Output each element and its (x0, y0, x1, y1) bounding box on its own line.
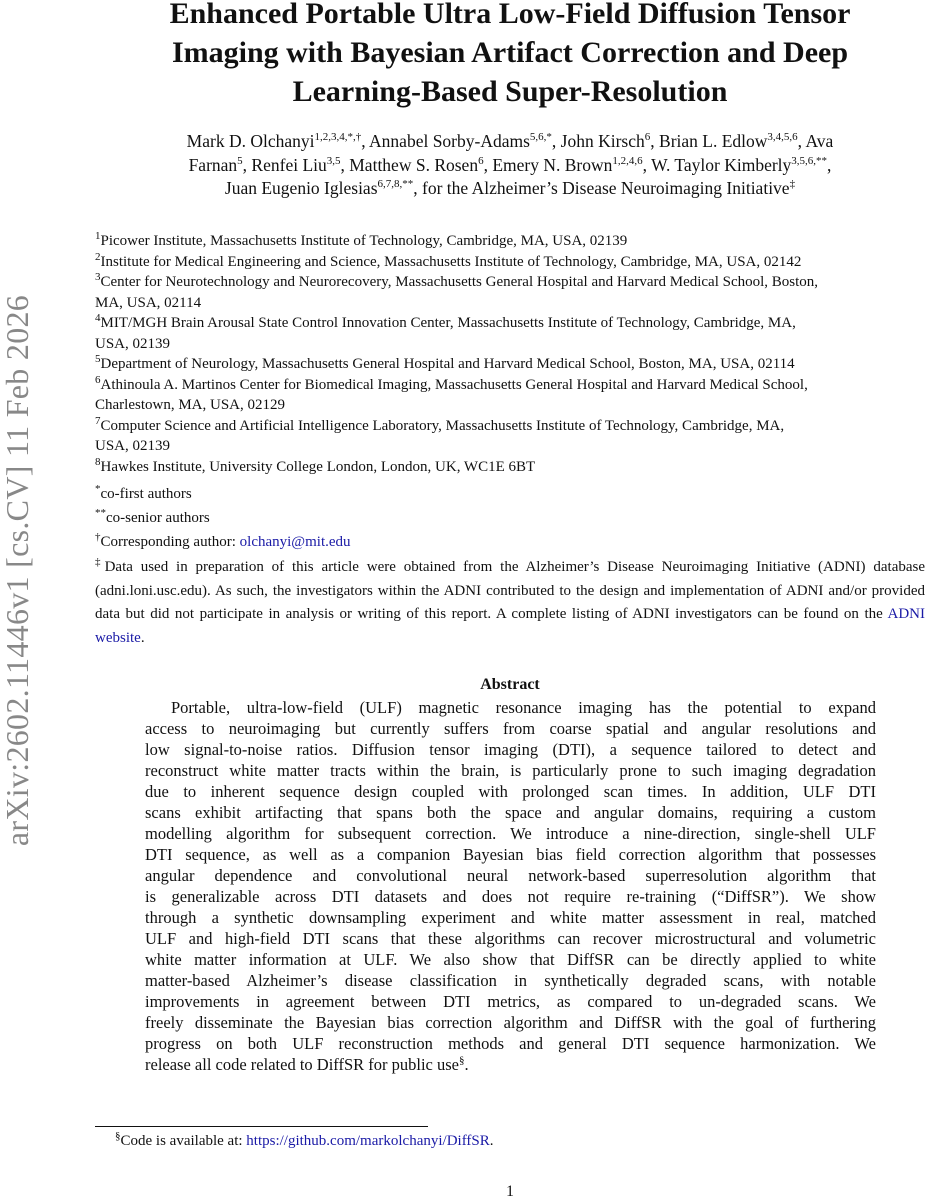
abstract-line: freely disseminate the Bayesian bias correction algorithm and DiffSR with the goal of furthering (145, 1013, 876, 1032)
affiliation-text: Athinoula A. Martinos Center for Biomedical Imaging, Massachusetts General Hospital and Harvard Medical School, (100, 376, 808, 393)
abstract-line: improvements in agreement between DTI metrics, as compared to un-degraded scans. We (145, 992, 876, 1011)
abstract-heading: Abstract (480, 676, 540, 693)
note-end: . (140, 629, 145, 646)
author-name: , W. Taylor Kimberly (642, 154, 792, 175)
affiliation-continuation: USA, 02139 (95, 438, 171, 454)
author-affiliation-marks: 3,5,6,** (791, 154, 828, 167)
affiliation-number: 4 (95, 312, 101, 324)
author-line (95, 130, 925, 154)
affiliation-item (95, 375, 925, 416)
affiliation-number: 1 (95, 230, 101, 242)
affiliation-item (95, 231, 925, 252)
page-number: 1 (506, 1183, 514, 1200)
note-mark: † (95, 531, 101, 543)
abstract-line: Portable, ultra-low-field (ULF) magnetic resonance imaging has the potential to expand (171, 698, 876, 717)
author-separator: , (827, 154, 832, 175)
footnote-mark: § (115, 1130, 121, 1142)
author-affiliation-marks: 6 (478, 154, 484, 167)
author-name: Mark D. Olchanyi (186, 131, 315, 151)
affiliation-item (95, 272, 925, 313)
affiliation-text: Department of Neurology, Massachusetts General Hospital and Harvard Medical School, Boston, MA, USA, 02114 (100, 356, 795, 372)
affiliation-item (95, 354, 925, 375)
affiliation-continuation: MA, USA, 02114 (95, 294, 202, 311)
title-line: Learning-Based Super-Resolution (292, 75, 728, 108)
adni-note (95, 556, 925, 650)
author-affiliation-marks: 6 (644, 131, 651, 144)
abstract-body (145, 697, 876, 1075)
author-name: Farnan (188, 154, 238, 175)
author-line (95, 177, 925, 201)
note-mark: ‡ (95, 556, 105, 568)
note-text: Corresponding author: (100, 534, 240, 550)
note-text: co-senior authors (106, 510, 210, 526)
author-notes (95, 484, 925, 653)
corresponding-email-link[interactable]: olchanyi@mit.edu (239, 534, 351, 550)
author-affiliation-marks: ‡ (789, 178, 796, 191)
affiliation-number: 5 (95, 353, 101, 365)
corresponding-author-note (95, 532, 925, 553)
author-group: , for the Alzheimer’s Disease Neuroimaging Initiative (413, 178, 790, 198)
affiliation-list (95, 231, 925, 477)
author-name: , Matthew S. Rosen (340, 154, 479, 175)
affiliation-item (95, 313, 925, 354)
author-list (95, 130, 925, 201)
abstract-line: reconstruct white matter tracts within the brain, is particularly prone to such imaging degradation (145, 761, 876, 780)
abstract-last-text: release all code related to DiffSR for public use (145, 1055, 459, 1074)
affiliation-text: Center for Neurotechnology and Neurorecovery, Massachusetts General Hospital and Harvard Medical School, Boston, (100, 274, 819, 290)
affiliation-text: MIT/MGH Brain Arousal State Control Innovation Center, Massachusetts Institute of Technology, Cambridge, MA, (100, 315, 796, 331)
author-line (95, 154, 925, 178)
abstract-line: white matter information at ULF. We also show that DiffSR can be directly applied to white (145, 950, 876, 969)
abstract-line: matter-based Alzheimer’s disease classification in synthetically degraded scans, with notable (145, 971, 876, 990)
affiliation-text: Computer Science and Artificial Intelligence Laboratory, Massachusetts Institute of Technology, Cambridge, MA, (100, 417, 785, 434)
abstract-line: ULF and high-field DTI scans that these algorithms can recover microstructural and volumetric (145, 929, 876, 948)
arxiv-identifier-text: arXiv:2602.11446v1 [cs.CV] 11 Feb 2026 (0, 294, 36, 846)
note-mark: ** (95, 507, 106, 519)
affiliation-number: 8 (95, 455, 101, 468)
affiliation-text: Picower Institute, Massachusetts Institute of Technology, Cambridge, MA, USA, 02139 (100, 233, 628, 249)
author-name: , Brian L. Edlow (650, 131, 768, 151)
co-first-note (95, 484, 925, 505)
abstract-line: angular dependence and convolutional neural network-based superresolution algorithm that (145, 866, 876, 885)
footnote-label: Code is available at: (120, 1133, 247, 1149)
abstract-line: modelling algorithm for subsequent correction. We introduce a nine-direction, single-shell ULF (145, 824, 876, 843)
title-line: Imaging with Bayesian Artifact Correction and Deep (171, 36, 849, 69)
footnote-ref-mark: § (459, 1054, 465, 1067)
note-text: co-first authors (100, 486, 192, 502)
arxiv-identifier-stamp (0, 240, 36, 900)
affiliation-continuation: USA, 02139 (95, 335, 171, 352)
author-affiliation-marks: 3,4,5,6 (767, 131, 798, 144)
co-senior-note (95, 508, 925, 529)
author-name: , Renfei Liu (242, 154, 327, 175)
github-repo-link[interactable]: https://github.com/markolchanyi/DiffSR (246, 1133, 490, 1149)
author-affiliation-marks: 1,2,3,4,*,† (314, 131, 362, 144)
author-affiliation-marks: 6,7,8,** (377, 178, 414, 191)
author-name: , John Kirsch (551, 131, 645, 151)
abstract-line: DTI sequence, as well as a companion Bayesian bias field correction algorithm that possesses (145, 845, 876, 864)
affiliation-number: 6 (95, 373, 101, 386)
abstract-line: scans exhibit artifacting that spans both the space and angular domains, requiring a custom (145, 803, 876, 822)
author-name: , Annabel Sorby-Adams (361, 131, 530, 151)
title-line: Enhanced Portable Ultra Low-Field Diffusion Tensor (169, 0, 851, 30)
code-footnote (115, 1131, 915, 1151)
affiliation-text: Institute for Medical Engineering and Science, Massachusetts Institute of Technology, Cambridge, MA, USA, 02142 (100, 253, 802, 270)
paper-title (95, 0, 925, 111)
abstract-line: progress on both ULF reconstruction methods and general DTI sequence harmonization. We (145, 1034, 876, 1053)
abstract-line (145, 1054, 876, 1075)
affiliation-continuation: Charlestown, MA, USA, 02129 (95, 397, 285, 413)
abstract-end: . (464, 1055, 469, 1074)
abstract-line: through a synthetic downsampling experiment and white matter assessment in real, matched (145, 908, 876, 927)
affiliation-number: 2 (95, 250, 101, 263)
author-affiliation-marks: 5 (237, 154, 243, 167)
footnote-divider (95, 1126, 428, 1127)
author-affiliation-marks: 3,5 (326, 154, 341, 167)
affiliation-text: Hawkes Institute, University College London, London, UK, WC1E 6BT (100, 458, 536, 475)
author-affiliation-marks: 1,2,4,6 (612, 154, 643, 167)
affiliation-item (95, 457, 925, 478)
abstract-line: is generalizable across DTI datasets and does not require re-training (“DiffSR”). We show (145, 887, 876, 906)
author-name: , Ava (797, 131, 834, 151)
author-affiliation-marks: 5,6,* (529, 131, 552, 144)
author-name: Juan Eugenio Iglesias (224, 178, 378, 198)
affiliation-number: 7 (95, 414, 101, 427)
note-mark: * (95, 483, 101, 495)
abstract-line: access to neuroimaging but currently suffers from coarse spatial and angular resolutions and (145, 719, 876, 738)
affiliation-item (95, 252, 925, 273)
adni-website-link[interactable]: ADNI website (95, 606, 925, 646)
abstract-line: due to inherent sequence design coupled with prolonged scan times. In addition, ULF DTI (145, 782, 876, 801)
author-name: , Emery N. Brown (483, 154, 613, 175)
affiliation-item (95, 416, 925, 457)
footnote-end: . (489, 1133, 494, 1149)
abstract-line: low signal-to-noise ratios. Diffusion tensor imaging (DTI), a sequence tailored to detect and (145, 740, 876, 759)
note-text: Data used in preparation of this article were obtained from the Alzheimer’s Disease Neuroimaging Initiative (ADNI) database (adni.loni.usc.edu). As such, the investigators within the ADNI contributed to the design and implementation of ADNI and/or provided data but did not participate in analysis or writing of this report. A complete listing of ADNI investigators can be found on the (95, 559, 925, 622)
affiliation-number: 3 (95, 271, 101, 283)
